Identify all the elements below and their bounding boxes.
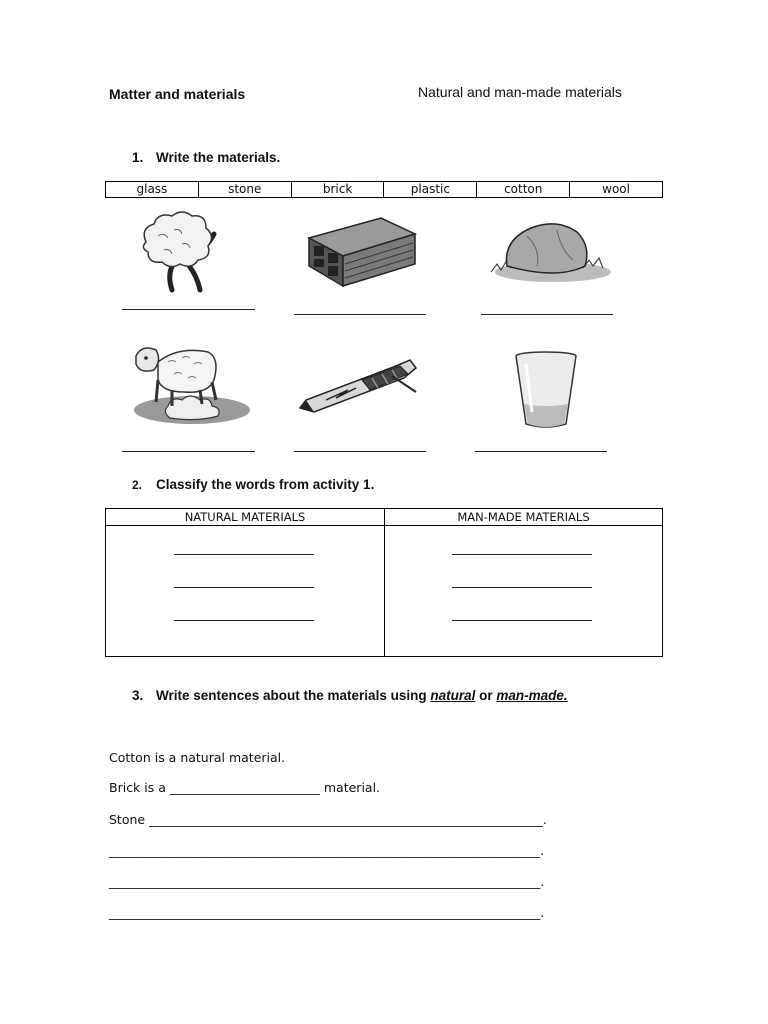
sentence-brick bbox=[109, 780, 380, 795]
activity-1-heading bbox=[132, 150, 280, 165]
answer-line[interactable] bbox=[294, 451, 426, 452]
word-bank bbox=[105, 181, 663, 198]
sentence-brick-blank[interactable]: ________________________ bbox=[169, 780, 320, 795]
keyword-manmade: man-made. bbox=[496, 688, 568, 703]
word-bank-item: wool bbox=[602, 182, 630, 196]
page-subtitle: Natural and man-made materials bbox=[418, 84, 622, 100]
activity-2-number: 2. bbox=[132, 478, 143, 492]
sentence-stone-start: Stone bbox=[109, 812, 146, 827]
word-bank-item: brick bbox=[292, 182, 385, 197]
activity-2-instruction: Classify the words from activity 1. bbox=[156, 477, 375, 492]
page-title: Matter and materials bbox=[109, 86, 246, 102]
answer-line[interactable] bbox=[122, 451, 255, 452]
answer-line[interactable] bbox=[475, 451, 607, 452]
sentence-stone-blank[interactable]: _______________________________________________________________. bbox=[149, 812, 547, 827]
natural-answer-line[interactable] bbox=[174, 554, 314, 555]
example-sentence: Cotton is a natural material. bbox=[109, 750, 286, 765]
natural-answer-line[interactable] bbox=[174, 620, 314, 621]
keyword-natural: natural bbox=[430, 688, 476, 703]
sentence-blank-line[interactable]: _____________________________________________________________________. bbox=[109, 905, 545, 920]
word-bank-item: glass bbox=[106, 182, 199, 197]
word-bank-item: stone bbox=[199, 182, 292, 197]
brick-icon bbox=[305, 216, 417, 288]
cotton-icon bbox=[136, 212, 226, 294]
glass-cup-icon bbox=[512, 350, 580, 430]
classification-table bbox=[105, 508, 663, 657]
sentence-blank-line[interactable]: _____________________________________________________________________. bbox=[109, 874, 545, 889]
sentence-blank-line[interactable]: _____________________________________________________________________. bbox=[109, 843, 545, 858]
table-divider bbox=[384, 509, 385, 656]
activity-3-heading bbox=[132, 688, 568, 703]
activity-3-or: or bbox=[479, 688, 493, 703]
stone-icon bbox=[487, 220, 613, 288]
activity-3-number: 3. bbox=[132, 688, 144, 703]
manmade-column-header: MAN-MADE MATERIALS bbox=[385, 509, 662, 526]
natural-column-header: NATURAL MATERIALS bbox=[106, 509, 384, 526]
sentence-brick-start: Brick is a bbox=[109, 780, 166, 795]
word-bank-item: plastic bbox=[384, 182, 477, 197]
manmade-answer-line[interactable] bbox=[452, 587, 592, 588]
sheep-wool-icon bbox=[128, 340, 252, 428]
sentence-stone bbox=[109, 812, 547, 827]
sentence-brick-end: material. bbox=[323, 780, 381, 795]
activity-2-heading bbox=[132, 477, 374, 492]
manmade-answer-line[interactable] bbox=[452, 554, 592, 555]
natural-answer-line[interactable] bbox=[174, 587, 314, 588]
activity-1-number: 1. bbox=[132, 150, 144, 165]
answer-line[interactable] bbox=[294, 314, 426, 315]
activity-3-instruction: Write sentences about the materials using bbox=[156, 688, 427, 703]
manmade-answer-line[interactable] bbox=[452, 620, 592, 621]
activity-1-instruction: Write the materials. bbox=[156, 150, 281, 165]
answer-line[interactable] bbox=[481, 314, 613, 315]
word-bank-item: cotton bbox=[477, 182, 570, 197]
plastic-pen-icon bbox=[296, 356, 420, 416]
answer-line[interactable] bbox=[122, 309, 255, 310]
